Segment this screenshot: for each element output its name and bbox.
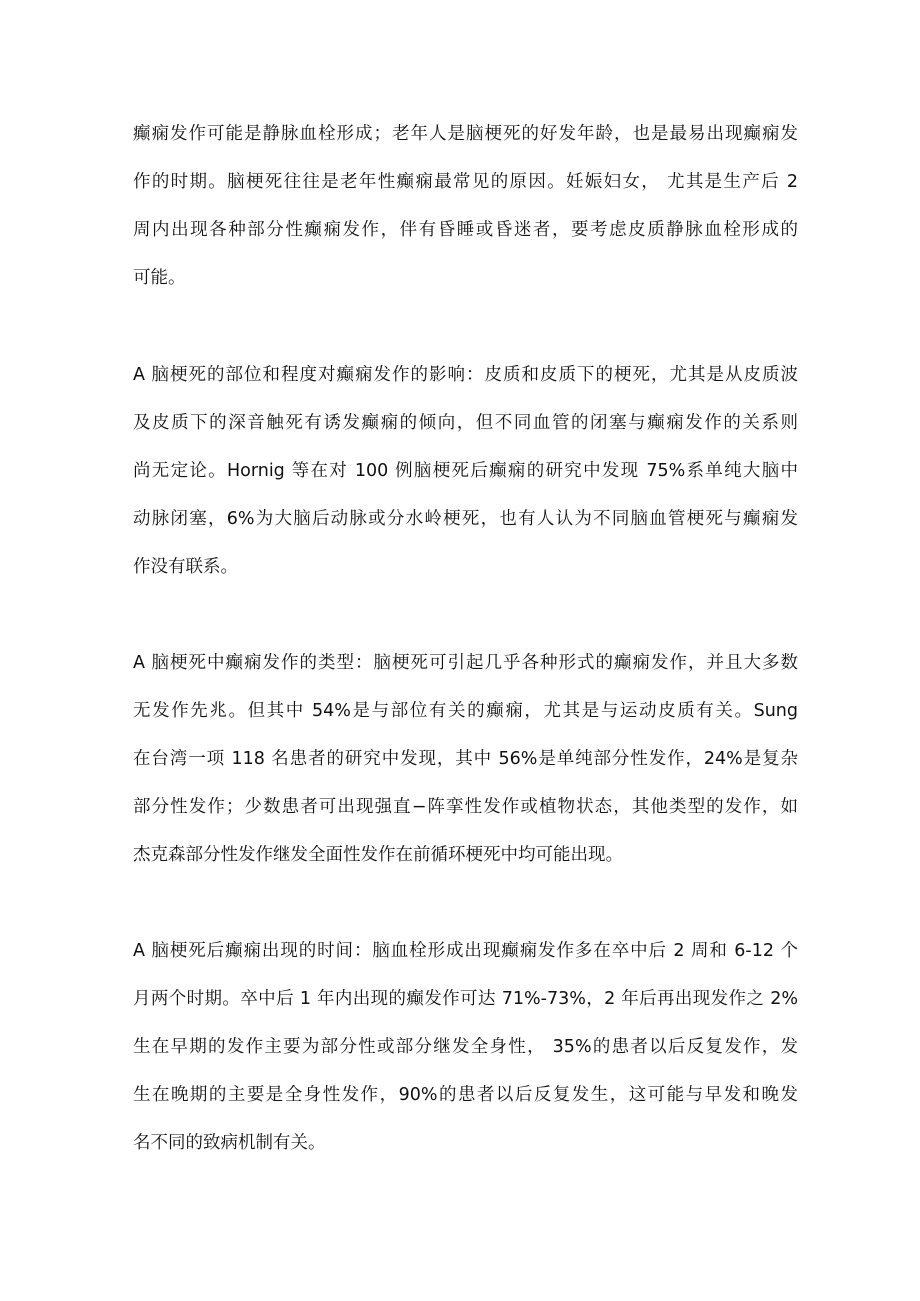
text-line: 作没有联系。 — [133, 557, 238, 577]
text-line: 动脉闭塞，6%为大脑后动脉或分水岭梗死，也有人认为不同脑血管梗死与癫痫发 — [133, 509, 798, 529]
text-line: 尚无定论。Hornig 等在对 100 例脑梗死后癫痫的研究中发现 75%系单纯大脑中 — [133, 461, 798, 481]
text-line: A 脑梗死的部位和程度对癫痫发作的影响：皮质和皮质下的梗死，尤其是从皮质波 — [133, 365, 798, 385]
text-line: 部分性发作；少数患者可出现强直−阵挛性发作或植物状态，其他类型的发作，如 — [133, 797, 798, 817]
text-line: 月两个时期。卒中后 1 年内出现的癫发作可达 71%-73%，2 年后再出现发作之 2% — [133, 989, 798, 1009]
text-line: 作的时期。脑梗死往往是老年性癫痫最常见的原因。妊娠妇女， 尤其是生产后 2 — [133, 172, 798, 192]
paragraph-1 — [133, 110, 798, 302]
paragraph-3 — [133, 639, 798, 879]
text-line: A 脑梗死后癫痫出现的时间：脑血栓形成出现癫痫发作多在卒中后 2 周和 6-12 个 — [133, 941, 798, 961]
text-line: 可能。 — [133, 268, 186, 288]
text-line: 生在早期的发作主要为部分性或部分继发全身性， 35%的患者以后反复发作，发 — [133, 1037, 798, 1057]
text-line: 无发作先兆。但其中 54%是与部位有关的癫痫，尤其是与运动皮质有关。Sung — [133, 701, 798, 721]
text-line: 周内出现各种部分性癫痫发作，伴有昏睡或昏迷者，要考虑皮质静脉血栓形成的 — [133, 220, 798, 240]
paragraph-2 — [133, 351, 798, 591]
text-line: 杰克森部分性发作继发全面性发作在前循环梗死中均可能出现。 — [133, 845, 623, 865]
text-line: 生在晚期的主要是全身性发作，90%的患者以后反复发生，这可能与早发和晚发 — [133, 1085, 798, 1105]
text-line: 癫痫发作可能是静脉血栓形成；老年人是脑梗死的好发年龄，也是最易出现癫痫发 — [133, 124, 798, 144]
text-line: 在台湾一项 118 名患者的研究中发现，其中 56%是单纯部分性发作，24%是复杂 — [133, 749, 798, 769]
text-line: 名不同的致病机制有关。 — [133, 1133, 326, 1153]
text-line: A 脑梗死中癫痫发作的类型：脑梗死可引起几乎各种形式的癫痫发作，并且大多数 — [133, 653, 798, 673]
paragraph-4 — [133, 927, 798, 1167]
text-line: 及皮质下的深音触死有诱发癫痫的倾向，但不同血管的闭塞与癫痫发作的关系则 — [133, 413, 798, 433]
